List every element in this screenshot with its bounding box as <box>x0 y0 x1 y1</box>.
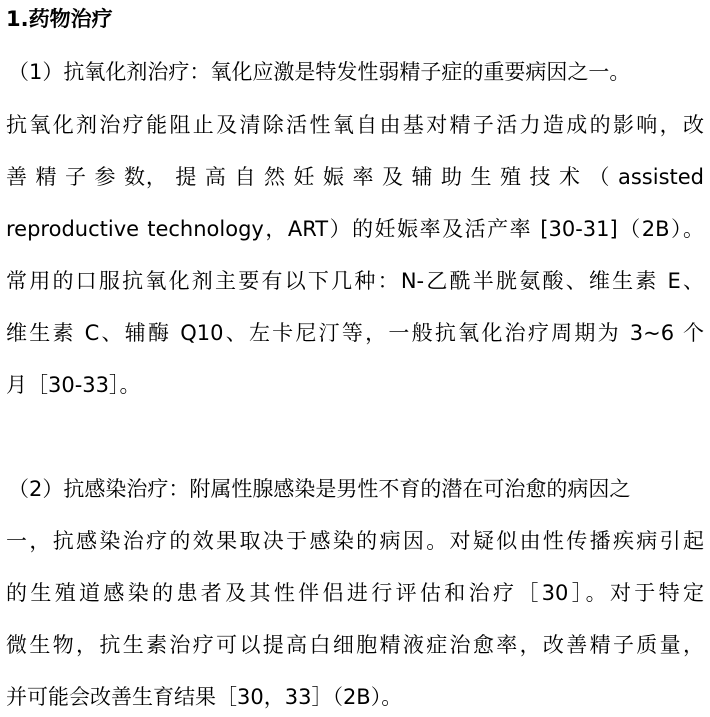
paragraph-line: 微生物，抗生素治疗可以提高白细胞精液症治愈率，改善精子质量， <box>6 633 704 657</box>
paragraph-line: 维生素 C、辅酶 Q10、左卡尼汀等，一般抗氧化治疗周期为 3~6 个 <box>6 321 704 345</box>
paragraph-line: 一，抗感染治疗的效果取决于感染的病因。对疑似由性传播疾病引起 <box>6 529 704 553</box>
paragraph-line: 的生殖道感染的患者及其性伴侣进行评估和治疗［30］。对于特定 <box>6 581 704 605</box>
paragraph-line: reproductive technology，ART）的妊娠率及活产率 [30-31]（2B）。 <box>6 217 704 241</box>
paragraph-line: 月［30-33］。 <box>6 373 141 397</box>
paragraph-line: （1）抗氧化剂治疗：氧化应激是特发性弱精子症的重要病因之一。 <box>8 60 631 84</box>
paragraph-line: 抗氧化剂治疗能阻止及清除活性氧自由基对精子活力造成的影响，改 <box>6 113 704 137</box>
paragraph-line: 常用的口服抗氧化剂主要有以下几种：N-乙酰半胱氨酸、维生素 E、 <box>6 269 704 293</box>
paragraph-line: 善 精 子 参 数， 提 高 自 然 妊 娠 率 及 辅 助 生 殖 技 术 （ assisted <box>6 165 704 189</box>
paragraph-line: 并可能会改善生育结果［30，33］（2B）。 <box>6 685 403 709</box>
section-heading: 1.药物治疗 <box>6 7 113 31</box>
paragraph-line: （2）抗感染治疗：附属性腺感染是男性不育的潜在可治愈的病因之 <box>8 477 631 501</box>
